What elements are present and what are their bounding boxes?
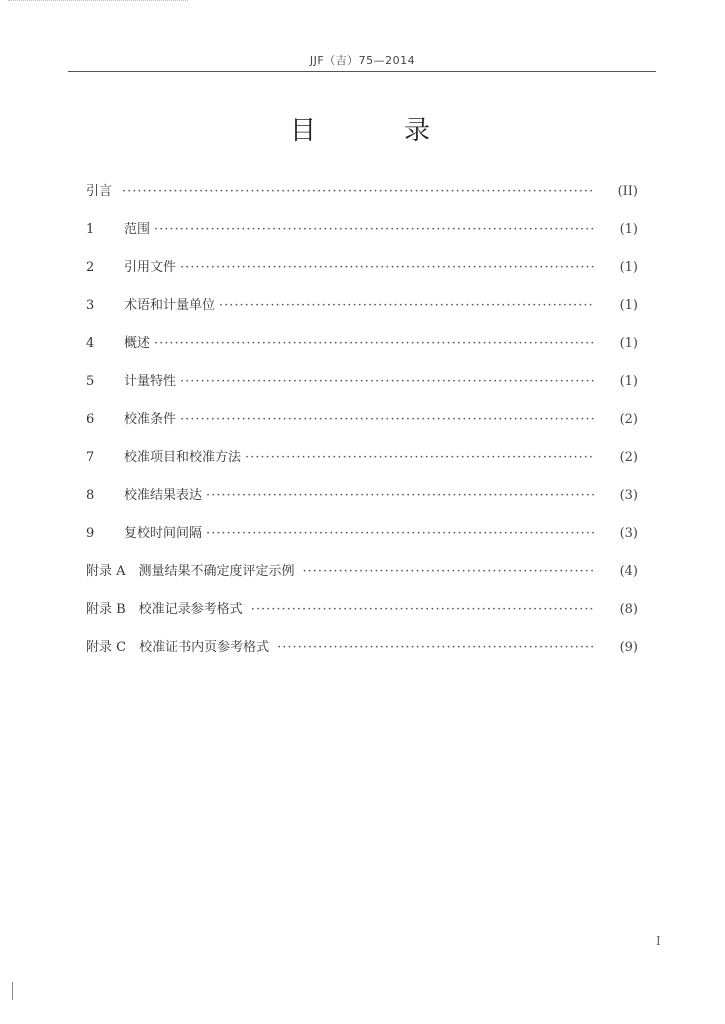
toc-leader-dots bbox=[122, 184, 594, 199]
toc-page-number: (4) bbox=[619, 564, 638, 579]
toc-entry-4[interactable] bbox=[86, 332, 638, 354]
toc-label: 复校时间间隔 bbox=[124, 526, 203, 541]
toc-label: 引用文件 bbox=[124, 260, 177, 275]
toc-label: 校准结果表达 bbox=[124, 488, 203, 503]
toc-entry-introduction[interactable] bbox=[86, 180, 638, 202]
toc-label: 引言 bbox=[86, 184, 113, 199]
toc-entry-appendix-c[interactable] bbox=[86, 636, 638, 658]
toc-page-number: (3) bbox=[619, 488, 638, 503]
title-char-1: 目 bbox=[290, 116, 317, 146]
toc-label: 范围 bbox=[124, 222, 151, 237]
toc-label: 校准项目和校准方法 bbox=[124, 450, 242, 465]
page-folio: I bbox=[656, 934, 661, 948]
toc-number: 2 bbox=[86, 260, 95, 275]
toc-page-number: (1) bbox=[619, 336, 638, 351]
toc-label: 附录 C 校准证书内页参考格式 bbox=[86, 640, 270, 655]
toc-label: 术语和计量单位 bbox=[124, 298, 216, 313]
toc-page-number: (2) bbox=[619, 450, 638, 465]
toc-entry-2[interactable] bbox=[86, 256, 638, 278]
toc-page-number: (8) bbox=[619, 602, 638, 617]
toc-entry-1[interactable] bbox=[86, 218, 638, 240]
toc-leader-dots bbox=[251, 602, 594, 617]
toc-number: 3 bbox=[86, 298, 95, 313]
toc-leader-dots bbox=[180, 374, 594, 389]
toc-entry-6[interactable] bbox=[86, 408, 638, 430]
toc-leader-dots bbox=[303, 564, 594, 579]
toc-label: 概述 bbox=[124, 336, 151, 351]
toc-entry-7[interactable] bbox=[86, 446, 638, 468]
toc-leader-dots bbox=[206, 488, 594, 503]
toc-page-number: (1) bbox=[619, 298, 638, 313]
toc-number: 4 bbox=[86, 336, 95, 351]
toc-leader-dots bbox=[154, 222, 594, 237]
toc-number: 8 bbox=[86, 488, 95, 503]
toc-number: 1 bbox=[86, 222, 95, 237]
toc-entry-appendix-b[interactable] bbox=[86, 598, 638, 620]
toc-entry-9[interactable] bbox=[86, 522, 638, 544]
toc-leader-dots bbox=[206, 526, 594, 541]
scan-artifact-mark bbox=[12, 982, 15, 1000]
toc-leader-dots bbox=[277, 640, 594, 655]
toc-label: 校准条件 bbox=[124, 412, 177, 427]
toc-label: 附录 B 校准记录参考格式 bbox=[86, 602, 243, 617]
toc-leader-dots bbox=[180, 260, 594, 275]
toc-entry-appendix-a[interactable] bbox=[86, 560, 638, 582]
toc-page-number: (2) bbox=[619, 412, 638, 427]
title-char-2: 录 bbox=[403, 116, 430, 146]
toc-page-number: (9) bbox=[619, 640, 638, 655]
document-code-header: JJF（吉）75—2014 bbox=[309, 54, 416, 67]
toc-leader-dots bbox=[245, 450, 594, 465]
toc-entry-5[interactable] bbox=[86, 370, 638, 392]
toc-page-number: (1) bbox=[619, 374, 638, 389]
toc-page-number: (1) bbox=[619, 260, 638, 275]
toc-page-number: (3) bbox=[619, 526, 638, 541]
toc-number: 6 bbox=[86, 412, 95, 427]
toc-number: 7 bbox=[86, 450, 95, 465]
toc-page-number: (1) bbox=[619, 222, 638, 237]
toc-leader-dots bbox=[154, 336, 594, 351]
toc-number: 9 bbox=[86, 526, 95, 541]
toc-number: 5 bbox=[86, 374, 95, 389]
scan-artifact-top bbox=[8, 0, 188, 4]
header-rule bbox=[68, 71, 656, 72]
toc-label: 附录 A 测量结果不确定度评定示例 bbox=[86, 564, 295, 579]
page-title bbox=[290, 110, 430, 147]
toc-leader-dots bbox=[180, 412, 594, 427]
toc-page-number: (II) bbox=[617, 184, 638, 199]
toc-label: 计量特性 bbox=[124, 374, 177, 389]
toc-leader-dots bbox=[219, 298, 594, 313]
toc-entry-8[interactable] bbox=[86, 484, 638, 506]
toc-entry-3[interactable] bbox=[86, 294, 638, 316]
